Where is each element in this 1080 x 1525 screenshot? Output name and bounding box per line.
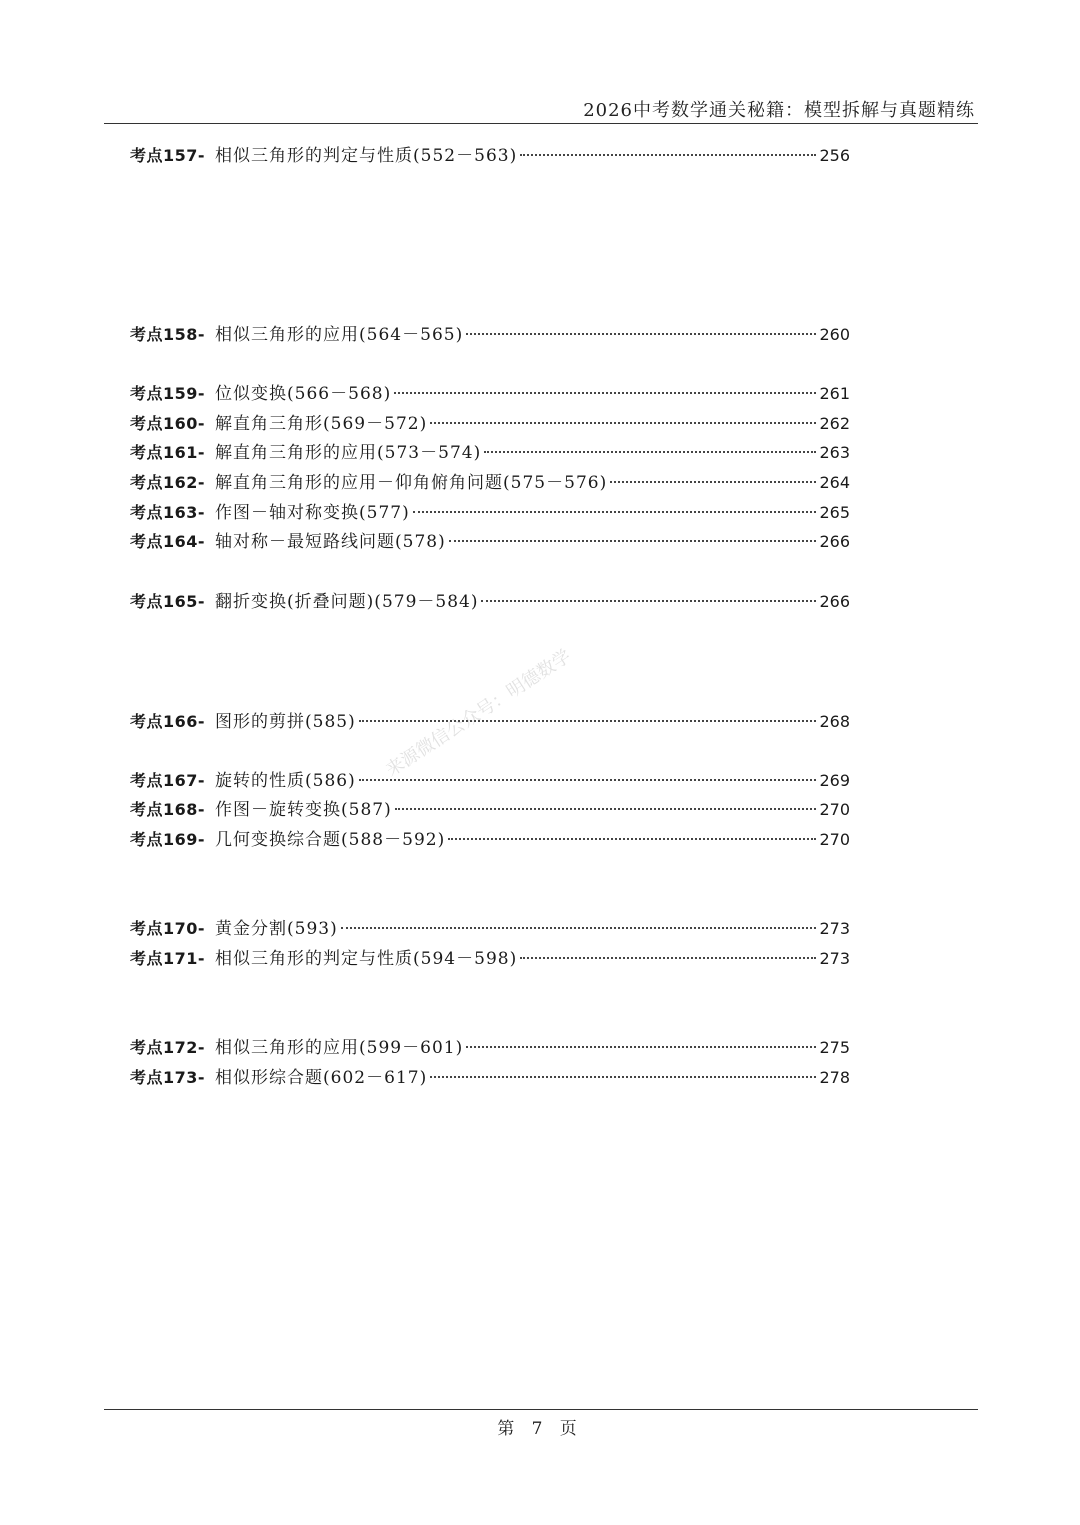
toc-entry-page: 263 (819, 443, 850, 462)
toc-entry-page: 264 (819, 473, 850, 492)
toc-entry[interactable] (130, 583, 850, 612)
toc-entry-page: 269 (819, 771, 850, 790)
toc-entry[interactable] (130, 434, 850, 463)
toc-entry-title: 位似变换(566－568) (215, 384, 392, 404)
toc-entry-title: 相似三角形的判定与性质(552－563) (215, 146, 518, 166)
page-number: 第 7 页 (497, 1419, 583, 1439)
toc-entry-page: 256 (819, 146, 850, 165)
toc-entry-label: 考点168- (130, 800, 206, 819)
toc-entry-title: 作图－轴对称变换(577) (215, 503, 410, 523)
toc-entry[interactable] (130, 821, 850, 850)
toc-entry-page: 275 (819, 1038, 850, 1057)
toc-entry-page: 260 (819, 325, 850, 344)
toc-entry-page: 273 (819, 949, 850, 968)
running-header-title: 2026中考数学通关秘籍：模型拆解与真题精练 (583, 100, 975, 121)
toc-leader-dots (481, 583, 816, 607)
toc-entry-label: 考点172- (130, 1038, 206, 1057)
toc-leader-dots (466, 316, 816, 340)
toc-entry-page: 266 (819, 592, 850, 611)
toc-entry[interactable] (130, 137, 850, 166)
toc-entry[interactable] (130, 494, 850, 523)
watermark-text: 来源微信公众号：明德数学 (382, 645, 575, 781)
toc-entry[interactable] (130, 1059, 850, 1088)
toc-entry-page: 261 (819, 384, 850, 403)
toc-entry-label: 考点173- (130, 1068, 206, 1087)
toc-entry[interactable] (130, 316, 850, 345)
toc-entry[interactable] (130, 464, 850, 493)
toc-entry-label: 考点159- (130, 384, 206, 403)
toc-entry-page: 278 (819, 1068, 850, 1087)
toc-entry-page: 265 (819, 503, 850, 522)
toc-entry[interactable] (130, 405, 850, 434)
toc-entry-title: 相似三角形的判定与性质(594－598) (215, 949, 518, 969)
toc-entry-label: 考点171- (130, 949, 206, 968)
toc-entry-title: 相似形综合题(602－617) (215, 1068, 428, 1088)
toc-entry-label: 考点157- (130, 146, 206, 165)
toc-entry-title: 旋转的性质(586) (215, 771, 356, 791)
toc-leader-dots (430, 405, 816, 429)
toc-entry-label: 考点161- (130, 443, 206, 462)
toc-entry-title: 解直角三角形的应用(573－574) (215, 443, 482, 463)
toc-entry-title: 轴对称－最短路线问题(578) (215, 532, 446, 552)
toc-entry-label: 考点160- (130, 414, 206, 433)
toc-entry-label: 考点169- (130, 830, 206, 849)
toc-entry-title: 图形的剪拼(585) (215, 712, 356, 732)
toc-leader-dots (520, 137, 816, 161)
toc-entry-label: 考点162- (130, 473, 206, 492)
toc-leader-dots (466, 1029, 816, 1053)
toc-leader-dots (448, 821, 816, 845)
header-rule (104, 123, 978, 124)
toc-entry-label: 考点166- (130, 712, 206, 731)
toc-leader-dots (430, 1059, 816, 1083)
footer-rule (104, 1409, 978, 1410)
toc-entry-title: 作图－旋转变换(587) (215, 800, 392, 820)
toc-leader-dots (413, 494, 817, 518)
toc-leader-dots (359, 762, 817, 786)
toc-entry-page: 268 (819, 712, 850, 731)
toc-entry-title: 相似三角形的应用(564－565) (215, 325, 464, 345)
toc-leader-dots (359, 703, 817, 727)
toc-leader-dots (395, 791, 817, 815)
toc-entry-title: 翻折变换(折叠问题)(579－584) (215, 592, 479, 612)
toc-entry-page: 262 (819, 414, 850, 433)
toc-leader-dots (520, 940, 816, 964)
toc-leader-dots (449, 523, 817, 547)
toc-entry-label: 考点165- (130, 592, 206, 611)
toc-entry-page: 273 (819, 919, 850, 938)
toc-entry[interactable] (130, 375, 850, 404)
toc-leader-dots (341, 910, 817, 934)
toc-entry-label: 考点167- (130, 771, 206, 790)
toc-entry-page: 270 (819, 800, 850, 819)
toc-entry[interactable] (130, 523, 850, 552)
toc-entry-label: 考点170- (130, 919, 206, 938)
toc-entry-label: 考点158- (130, 325, 206, 344)
toc-entry-title: 黄金分割(593) (215, 919, 338, 939)
toc-entry-title: 解直角三角形的应用－仰角俯角问题(575－576) (215, 473, 608, 493)
toc-entry[interactable] (130, 940, 850, 969)
toc-entry[interactable] (130, 762, 850, 791)
toc-leader-dots (394, 375, 816, 399)
toc-entry[interactable] (130, 791, 850, 820)
toc-leader-dots (484, 434, 816, 458)
toc-entry[interactable] (130, 1029, 850, 1058)
toc-entry-page: 270 (819, 830, 850, 849)
toc-entry-page: 266 (819, 532, 850, 551)
toc-entry-title: 几何变换综合题(588－592) (215, 830, 446, 850)
toc-entry-title: 解直角三角形(569－572) (215, 414, 428, 434)
toc-entry-label: 考点163- (130, 503, 206, 522)
toc-entry-title: 相似三角形的应用(599－601) (215, 1038, 464, 1058)
toc-entry[interactable] (130, 703, 850, 732)
toc-leader-dots (610, 464, 816, 488)
toc-entry-label: 考点164- (130, 532, 206, 551)
toc-entry[interactable] (130, 910, 850, 939)
